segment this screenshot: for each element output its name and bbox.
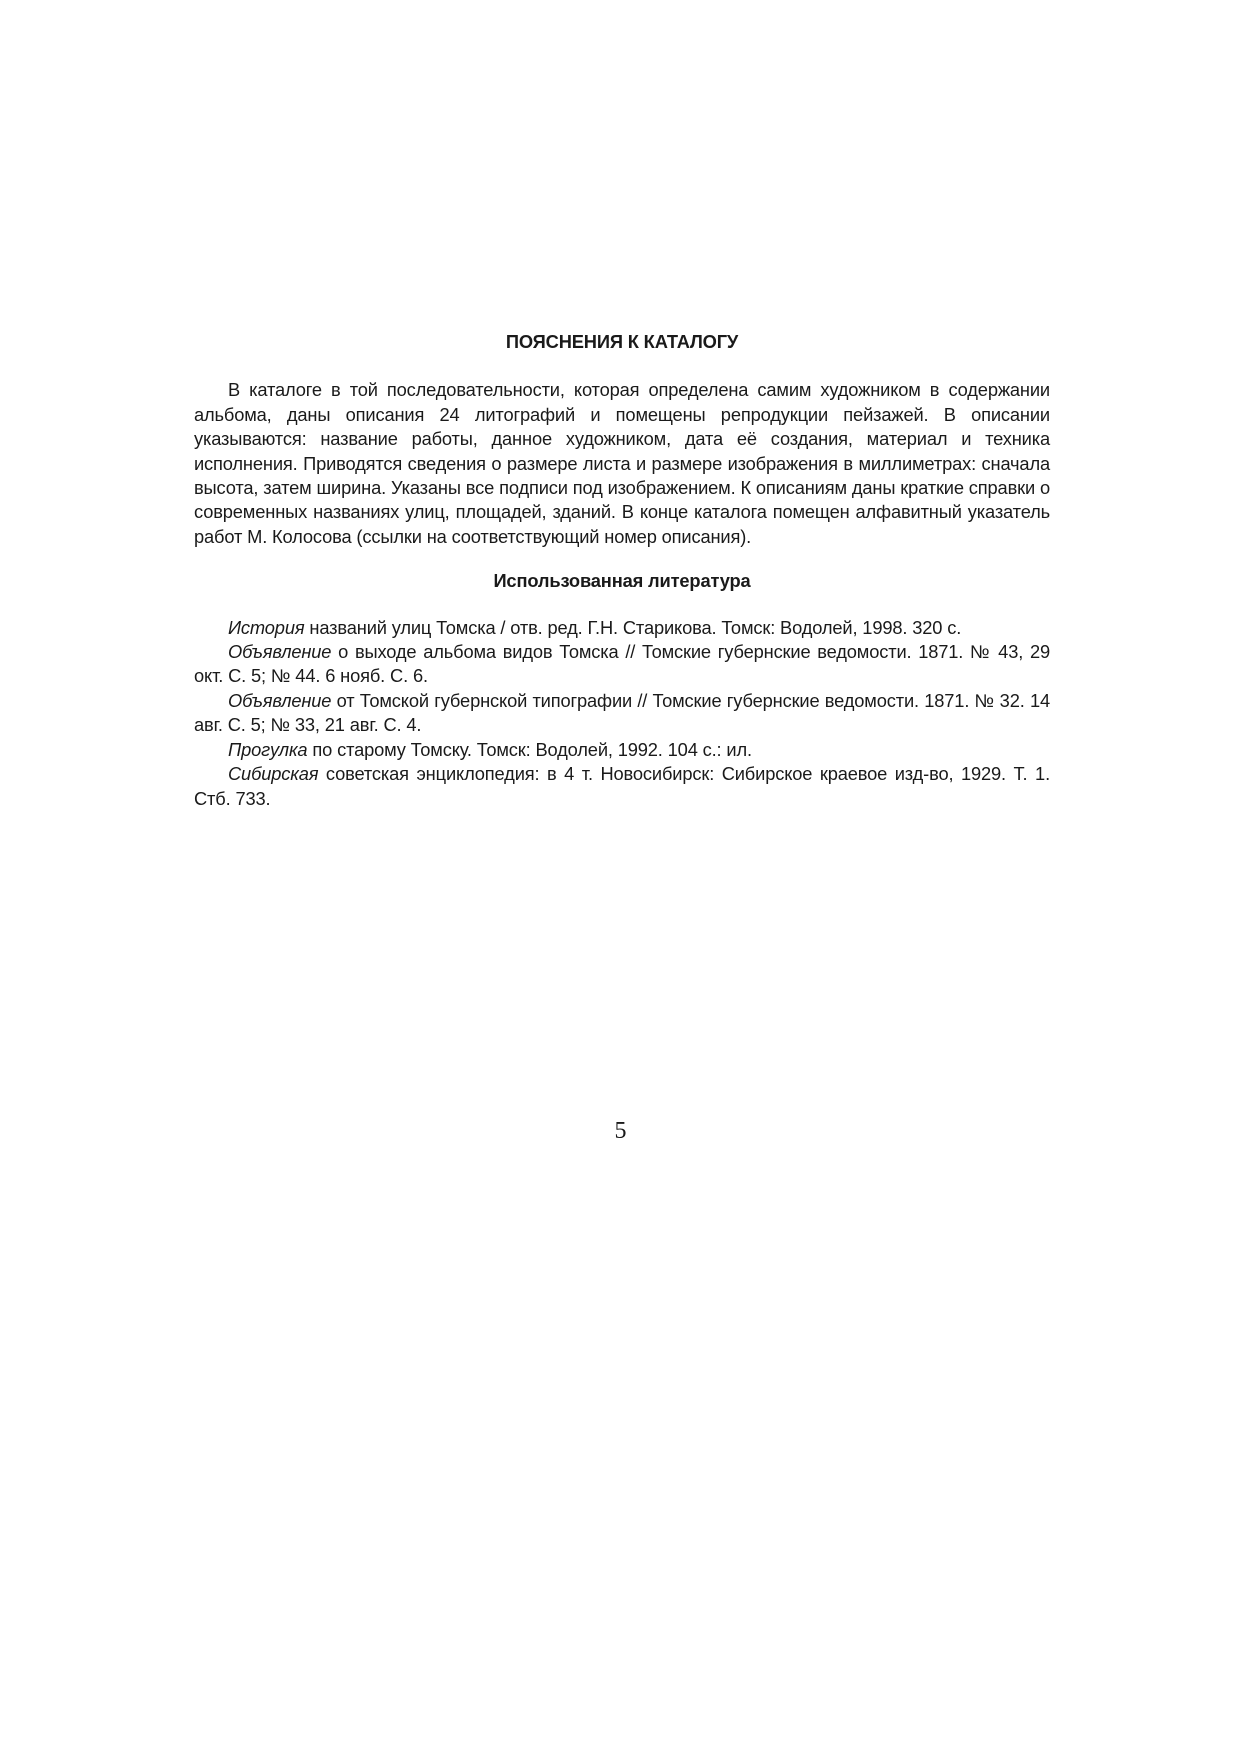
page-title: ПОЯСНЕНИЯ К КАТАЛОГУ bbox=[505, 331, 739, 352]
reference-text: от Томской губернской типографии // Томские губернские ведомости. 1871. № 32. 14 авг. С. 5; № 33, 21 авг. С. 4. bbox=[194, 689, 1050, 736]
reference-list bbox=[194, 616, 1050, 811]
reference-text: по старому Томску. Томск: Водолей, 1992. 104 с.: ил. bbox=[307, 738, 752, 760]
reference-lead: Прогулка bbox=[228, 738, 308, 760]
reference-item bbox=[194, 762, 1050, 811]
reference-text: названий улиц Томска / отв. ред. Г.Н. Старикова. Томск: Водолей, 1998. 320 с. bbox=[304, 616, 962, 638]
literature-heading: Использованная литература bbox=[493, 570, 751, 592]
reference-lead: Сибирская bbox=[228, 763, 319, 785]
reference-lead: Объявление bbox=[228, 689, 332, 711]
reference-item bbox=[194, 738, 1050, 762]
intro-paragraph: В каталоге в той последовательности, которая определена самим художником в содержании альбома, даны описания 24 литографий и помещены репродукции пейзажей. В описании указываются: название работы, данное художником, дата её создания, материал и техника исполнения. Приводятся сведения о размере листа и размере изображения в миллиметрах: сначала высота, затем ширина. Указаны все подписи под изображением. К описаниям даны краткие справки о современных названиях улиц, площадей, зданий. В конце каталога помещен алфавитный указатель работ М. Колосова (ссылки на соответствующий номер описания). bbox=[194, 379, 1050, 547]
page-content bbox=[194, 330, 1050, 811]
page-number: 5 bbox=[614, 1118, 627, 1144]
reference-item bbox=[194, 640, 1050, 689]
reference-text: советская энциклопедия: в 4 т. Новосибирск: Сибирское краевое изд-во, 1929. Т. 1. Стб. 733. bbox=[194, 763, 1050, 809]
reference-item bbox=[194, 689, 1050, 738]
reference-lead: Объявление bbox=[228, 641, 332, 663]
reference-lead: История bbox=[228, 616, 305, 638]
reference-text: о выходе альбома видов Томска // Томские губернские ведомости. 1871. № 43, 29 окт. С. 5; № 44. 6 нояб. С. 6. bbox=[194, 641, 1050, 687]
reference-item bbox=[194, 616, 1050, 640]
